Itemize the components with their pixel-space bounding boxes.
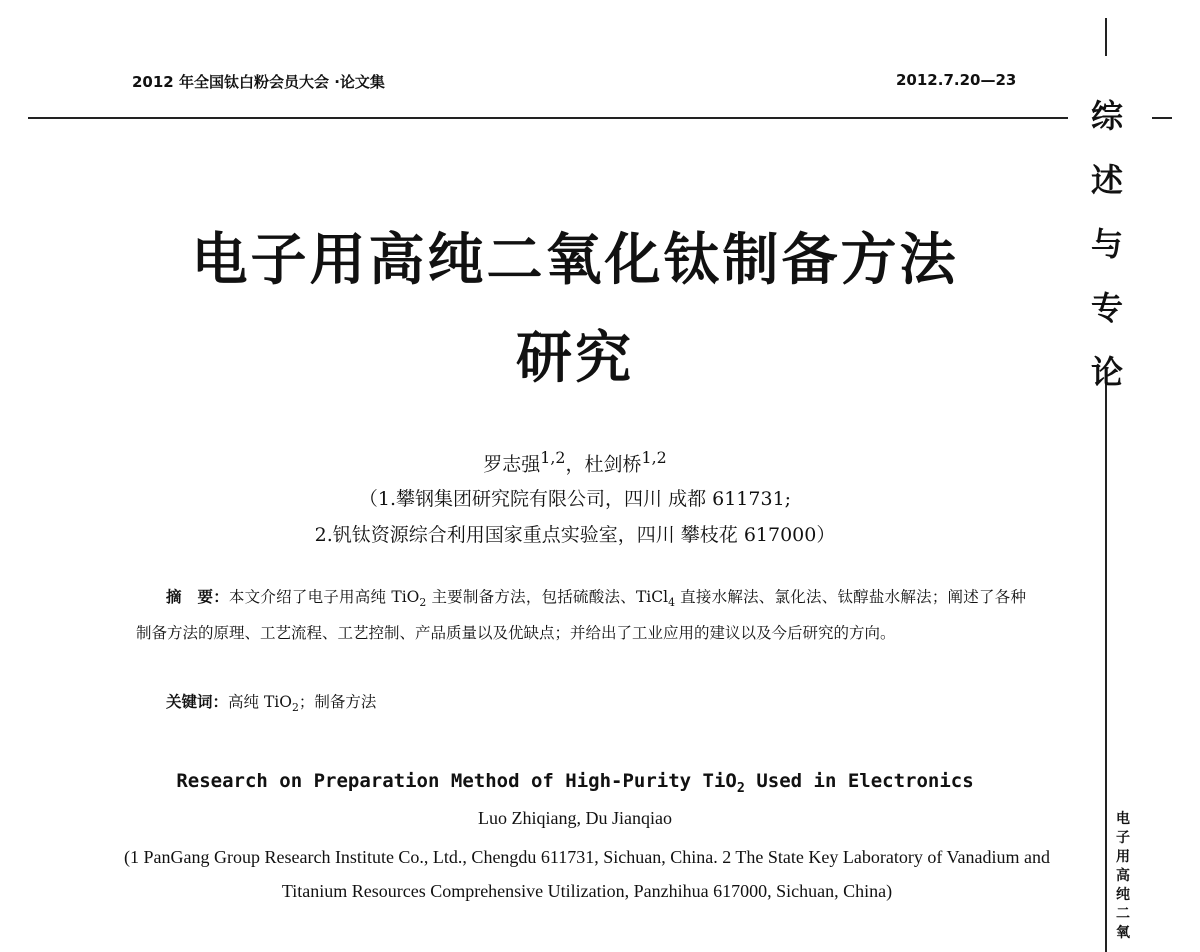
affiliation-2: 2.钒钛资源综合利用国家重点实验室，四川 攀枝花 617000） — [314, 524, 836, 546]
sidebar-title-char: 用 — [1116, 849, 1130, 865]
author-affiliation-mark: 1,2 — [540, 448, 566, 467]
sidebar-title-char: 纯 — [1116, 887, 1130, 903]
sidebar-title-char: 电 — [1116, 811, 1130, 827]
subscript: 4 — [668, 596, 675, 610]
keywords-text: ；制备方法 — [298, 693, 377, 711]
header-date: 2012.7.20—23 — [896, 71, 1017, 89]
sidebar-cat-char: 述 — [1090, 161, 1123, 199]
paper-title-line2: 研究 — [516, 326, 634, 391]
abstract-text: 本文介绍了电子用高纯 TiO — [228, 588, 420, 606]
subscript: 2 — [291, 701, 299, 715]
author-name: 杜剑桥 — [584, 453, 642, 476]
english-title-text: Used in Electronics — [744, 770, 974, 792]
sidebar-title-char: 二 — [1116, 906, 1130, 922]
affiliation-1: （1.攀钢集团研究院有限公司，四川 成都 611731; — [358, 488, 792, 510]
sidebar-title-char: 氧 — [1116, 925, 1130, 941]
abstract-text: 主要制备方法，包括硫酸法、TiCl — [426, 588, 669, 606]
keywords-label: 关键词： — [166, 693, 229, 711]
author-affiliation-mark: 1,2 — [641, 448, 667, 467]
sidebar-cat-char: 论 — [1090, 353, 1123, 391]
header-rule — [28, 117, 1068, 119]
keywords-text: 高纯 TiO — [228, 693, 292, 711]
authors — [0, 448, 1150, 476]
keywords — [166, 690, 376, 714]
sidebar-line-top — [1105, 18, 1107, 56]
sidebar-cat-char: 专 — [1090, 289, 1123, 327]
sidebar-title-char: 高 — [1116, 868, 1130, 884]
header-rule-stub — [1152, 117, 1172, 119]
paper-title-line1: 电子用高纯二氧化钛制备方法 — [191, 228, 959, 293]
author-separator: ， — [565, 453, 585, 476]
sidebar-cat-char: 与 — [1090, 225, 1123, 263]
abstract-text: 直接水解法、氯化法、钛醇盐水解法；阐述了各种制备方法的原理、工艺流程、工艺控制、产品质量以及优缺点；并给出了工业应用的建议以及今后研究的方向。 — [136, 588, 1026, 643]
sidebar-running-title — [1112, 810, 1134, 943]
english-authors: Luo Zhiqiang, Du Jianqiao — [478, 808, 672, 828]
sidebar-cat-char: 综 — [1090, 97, 1123, 135]
abstract-label: 摘 要： — [166, 588, 229, 606]
sidebar-title-char: 子 — [1116, 830, 1130, 846]
header-proceedings-title: 2012 年全国钛白粉会员大会 ·论文集 — [132, 73, 385, 91]
subscript: 2 — [419, 596, 427, 610]
english-title — [0, 770, 1150, 796]
english-affiliation: (1 PanGang Group Research Institute Co., Ltd., Chengdu 611731, Sichuan, China. 2 The State Key Laboratory of Vanadium and Titanium Resources Comprehensive Utilization, Panzhihua 617000, Sichuan, China) — [124, 847, 1050, 901]
english-title-text: Research on Preparation Method of High-Purity TiO — [176, 770, 737, 792]
abstract — [136, 582, 1026, 649]
author-name: 罗志强 — [483, 453, 541, 476]
subscript: 2 — [736, 780, 745, 796]
